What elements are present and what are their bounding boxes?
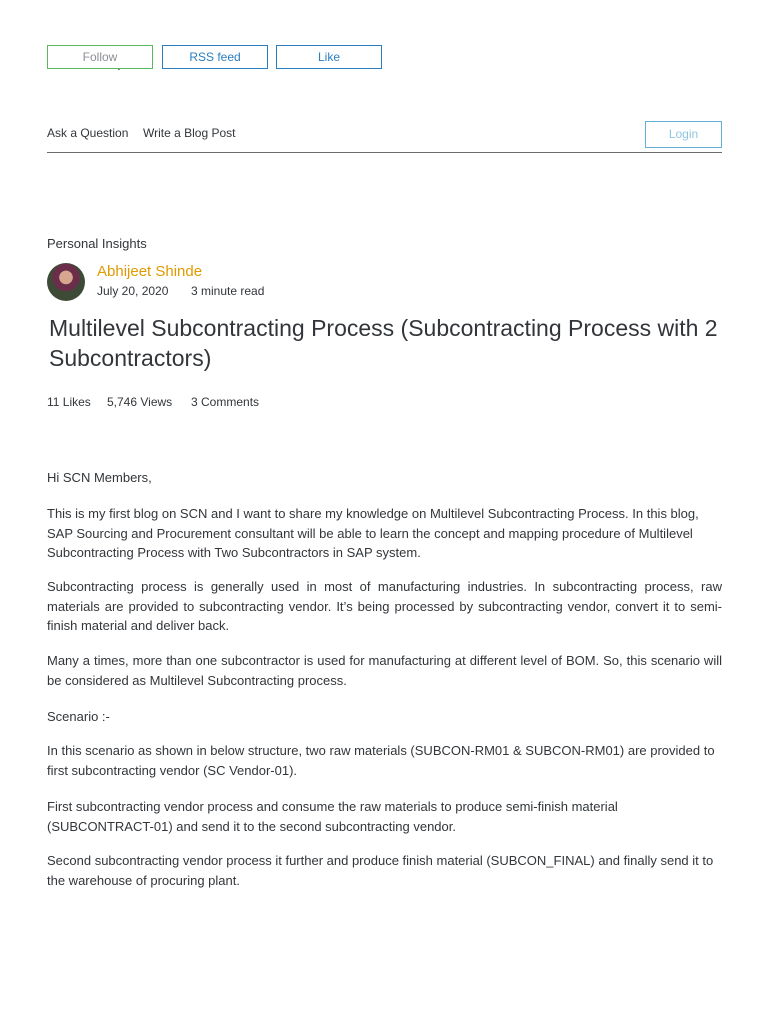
follow-button[interactable]: Follow [47,45,153,69]
nav-divider [47,152,722,153]
ask-question-link[interactable]: Ask a Question [47,126,129,140]
scenario-heading: Scenario :- [47,709,110,724]
likes-count[interactable]: 11 Likes [47,395,91,409]
body-paragraph-2: Subcontracting process is generally used in most of manufacturing industries. In subcontracting process, raw materials are provided to subcontracting vendor. It’s being processed by subcontracting vendor, convert it to semi-finish material and deliver back. [47,579,722,633]
body-paragraph-3: Many a times, more than one subcontractor is used for manufacturing at different level of BOM. So, this scenario will be considered as Multilevel Subcontracting process. [47,653,722,688]
read-time: 3 minute read [191,284,265,298]
body-paragraph-1: This is my first blog on SCN and I want to share my knowledge on Multilevel Subcontracting Process. In this blog, SAP Sourcing and Procurement consultant will be able to learn the concept and mapping procedure of Multilevel Subcontracting Process with Two Subcontractors in SAP system. [47,506,699,560]
login-button[interactable]: Login [645,121,722,148]
category-label[interactable]: Personal Insights [47,236,147,251]
avatar[interactable] [47,263,85,301]
post-date: July 20, 2020 [97,284,169,298]
comments-count[interactable]: 3 Comments [191,395,260,409]
author-name[interactable]: Abhijeet Shinde [97,263,203,280]
page-title: Multilevel Subcontracting Process (Subcontracting Process with 2 Subcontractors) [49,315,718,371]
like-button[interactable]: Like [276,45,382,69]
body-paragraph-5: First subcontracting vendor process and consume the raw materials to produce semi-finish material (SUBCONTRACT-01) and send it to the second subcontracting vendor. [47,799,618,834]
greeting-text: Hi SCN Members, [47,470,152,485]
body-paragraph-4: In this scenario as shown in below structure, two raw materials (SUBCON-RM01 & SUBCON-RM01) are provided to first subcontracting vendor (SC Vendor-01). [47,743,715,778]
write-blog-post-link[interactable]: Write a Blog Post [143,126,236,140]
views-count: 5,746 Views [107,395,173,409]
rss-feed-button[interactable]: RSS feed [162,45,268,69]
body-paragraph-6: Second subcontracting vendor process it further and produce finish material (SUBCON_FINAL) and finally send it to the warehouse of procuring plant. [47,853,714,888]
